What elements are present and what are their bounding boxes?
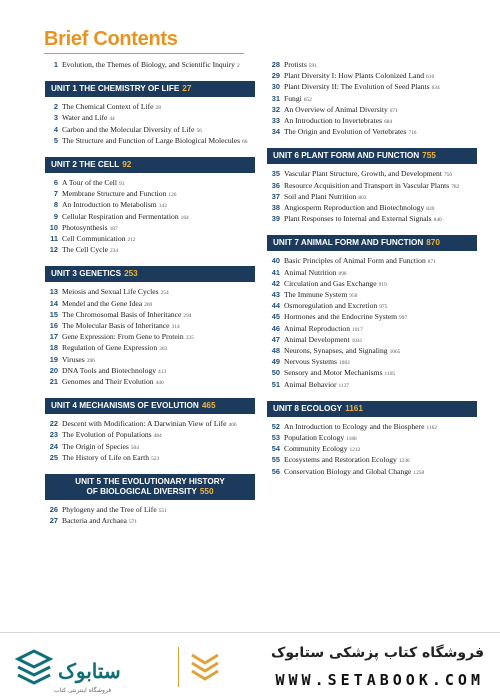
chapter-number: 25 — [49, 452, 58, 462]
chapter-title: Descent with Modification: A Darwinian View of Life — [62, 419, 227, 429]
chapter-entry[interactable] — [45, 125, 255, 136]
chapter-page: 269 — [144, 301, 153, 308]
chapter-page: 591 — [308, 63, 317, 69]
chapter-number: 37 — [271, 191, 280, 201]
chapter-page: 484 — [153, 433, 162, 440]
chapter-number: 53 — [271, 433, 280, 443]
chapter-title: Sensory and Motor Mechanisms — [284, 368, 383, 378]
chapter-page: 975 — [379, 304, 388, 311]
chapter-number: 44 — [271, 301, 280, 311]
chapter-number: 41 — [271, 267, 280, 277]
chapter-entry[interactable] — [267, 380, 477, 391]
chapter-page: 671 — [389, 107, 398, 114]
chapter-entry[interactable] — [267, 324, 477, 335]
chapter-title: DNA Tools and Biotechnology — [62, 365, 157, 375]
chapter-number: 14 — [49, 298, 58, 308]
unit-label: UNIT 2 THE CELL — [51, 160, 120, 170]
chapter-entry[interactable] — [267, 357, 477, 368]
unit-label: UNIT 3 GENETICS — [51, 269, 122, 279]
left-column — [45, 60, 255, 527]
chapter-title: Evolution, the Themes of Biology, and Scientific Inquiry — [62, 60, 235, 69]
chapter-page: 294 — [183, 312, 192, 319]
chapter-title: Neurons, Synapses, and Signaling — [284, 346, 388, 356]
unit-page: 550 — [199, 487, 214, 497]
chapter-page: 93 — [119, 181, 125, 188]
shop-name: فروشگاه کتاب پزشکی ستابوک — [271, 645, 484, 661]
chapter-entry[interactable] — [267, 455, 477, 466]
chapter-entry[interactable] — [45, 189, 255, 200]
chapter-title: The Immune System — [284, 290, 348, 300]
chapter-title: An Overview of Animal Diversity — [284, 104, 388, 114]
chapter-number: 29 — [271, 71, 280, 81]
chapter-entry[interactable] — [267, 279, 477, 290]
unit-header[interactable] — [45, 398, 255, 414]
chapter-page: 1105 — [384, 371, 396, 378]
chapter-number: 15 — [49, 309, 58, 319]
chapter-number: 2 — [53, 102, 58, 112]
chapter-page: 1162 — [426, 424, 438, 431]
chapter-number: 11 — [50, 234, 58, 244]
chapter-entry[interactable] — [45, 136, 255, 147]
unit-header[interactable] — [267, 235, 477, 251]
chapter-page: 1017 — [352, 326, 363, 333]
chapter-title: Cellular Respiration and Fermentation — [62, 211, 179, 221]
chapter-entry[interactable] — [267, 127, 477, 138]
unit-label-continued: OF BIOLOGICAL DIVERSITY — [86, 487, 197, 497]
chapter-page: 440 — [155, 380, 164, 387]
chapter-entry[interactable] — [267, 301, 477, 312]
chapter-number: 4 — [53, 124, 58, 134]
unit-label: UNIT 6 PLANT FORM AND FUNCTION — [273, 151, 420, 161]
unit-page: 27 — [182, 84, 192, 94]
chapter-number: 12 — [49, 245, 58, 255]
chapter-number: 9 — [53, 211, 58, 221]
chapter-page: 820 — [426, 206, 435, 213]
chapter-page: 234 — [109, 248, 119, 255]
chapter-entry[interactable] — [45, 505, 255, 516]
chapter-entry[interactable] — [45, 442, 255, 453]
chapter-entry[interactable] — [45, 287, 255, 298]
chapter-entry[interactable] — [45, 60, 255, 71]
chapter-number: 1 — [53, 60, 58, 69]
chapter-page: 1188 — [346, 436, 357, 443]
chapter-title: Cell Communication — [62, 234, 126, 244]
store-banner — [0, 632, 500, 700]
chapter-entry[interactable] — [45, 245, 255, 256]
chapter-number: 36 — [271, 180, 280, 190]
chapter-number: 40 — [271, 256, 280, 266]
chapter-number: 19 — [49, 354, 58, 364]
chapter-page: 212 — [127, 237, 136, 244]
chapter-entry[interactable] — [267, 422, 477, 433]
shop-url-link[interactable]: WWW.SETABOOK.COM — [275, 671, 484, 689]
chapter-number: 28 — [271, 60, 280, 69]
chapter-title: Animal Behavior — [284, 379, 337, 389]
chapter-title: Resource Acquisition and Transport in Vascular Plants — [284, 180, 450, 190]
right-column — [267, 60, 477, 478]
unit-label: UNIT 5 THE EVOLUTIONARY HISTORY — [75, 477, 225, 487]
chapter-number: 31 — [271, 93, 280, 103]
chapter-page: 396 — [86, 357, 95, 364]
unit-page: 92 — [122, 160, 132, 170]
chapter-number: 10 — [49, 222, 58, 232]
chapter-entry[interactable] — [267, 116, 477, 127]
chapter-page: 466 — [228, 422, 237, 429]
chapter-number: 51 — [271, 379, 280, 389]
chapter-title: Hormones and the Endocrine System — [284, 312, 398, 322]
chapter-entry[interactable] — [267, 444, 477, 455]
chapter-entry[interactable] — [45, 453, 255, 464]
chapter-number: 46 — [271, 323, 280, 333]
chapter-title: A Tour of the Cell — [62, 178, 118, 188]
chapter-entry[interactable] — [45, 299, 255, 310]
chapter-entry[interactable] — [45, 366, 255, 377]
chapter-title: Protists — [284, 60, 307, 69]
chapter-page: 254 — [160, 290, 169, 297]
chapter-number: 50 — [271, 368, 280, 378]
chapter-number: 42 — [271, 278, 280, 288]
chapter-number: 16 — [49, 321, 58, 331]
chapter-title: Membrane Structure and Function — [62, 189, 167, 199]
chapter-number: 21 — [49, 377, 58, 387]
chapter-entry[interactable] — [267, 105, 477, 116]
chapter-entry[interactable] — [267, 71, 477, 82]
chapter-page: 896 — [338, 270, 347, 277]
unit-page: 870 — [426, 238, 440, 248]
chapter-title: Basic Principles of Animal Form and Function — [284, 256, 426, 266]
chapter-page: 551 — [158, 508, 167, 515]
chapter-page: 616 — [426, 74, 435, 81]
unit-page: 1161 — [345, 403, 363, 413]
chapter-title: Plant Diversity I: How Plants Colonized Land — [284, 71, 425, 81]
chapter-page: 335 — [185, 335, 194, 342]
book-stack-icon — [14, 647, 54, 687]
chapter-page: 1083 — [338, 360, 350, 367]
chapter-entry[interactable] — [45, 178, 255, 189]
chapter-page: 997 — [399, 315, 408, 322]
logo-divider — [178, 647, 179, 687]
chapter-title: Gene Expression: From Gene to Protein — [62, 332, 184, 342]
chapter-title: Fungi — [284, 93, 302, 103]
chapter-number: 43 — [271, 290, 280, 300]
chapter-page: 1041 — [351, 337, 363, 344]
chapter-number: 34 — [271, 127, 280, 137]
unit-header[interactable] — [45, 157, 255, 173]
chapter-number: 18 — [49, 343, 58, 353]
chapter-title: The Cell Cycle — [62, 245, 108, 255]
chapter-page: 782 — [451, 183, 460, 190]
chapter-entry[interactable] — [267, 368, 477, 379]
unit-header[interactable] — [45, 474, 255, 500]
chapter-entry[interactable] — [45, 223, 255, 234]
chapter-title: Photosynthesis — [62, 222, 108, 232]
chapter-number: 26 — [49, 505, 58, 515]
unit-page: 253 — [124, 269, 138, 279]
chapter-page: 871 — [427, 259, 436, 266]
chapter-page: 66 — [242, 138, 248, 145]
chapter-entry[interactable] — [45, 310, 255, 321]
chapter-entry[interactable] — [267, 433, 477, 444]
title-rule — [44, 53, 244, 54]
chapter-title: The Chemical Context of Life — [62, 102, 154, 112]
chapter-entry[interactable] — [267, 346, 477, 357]
chapter-entry[interactable] — [267, 268, 477, 279]
chapter-page: 56 — [196, 127, 202, 134]
chapter-entry[interactable] — [267, 94, 477, 105]
chapter-number: 7 — [53, 189, 58, 199]
chapter-number: 13 — [49, 287, 58, 297]
chapter-title: The Origin and Evolution of Vertebrates — [284, 127, 407, 137]
chapter-title: The History of Life on Earth — [62, 452, 150, 462]
chapter-entry[interactable] — [45, 113, 255, 124]
chapter-entry[interactable] — [267, 214, 477, 225]
chapter-title: Population Ecology — [284, 433, 345, 443]
chapter-page: 1236 — [398, 458, 410, 465]
chapter-title: Soil and Plant Nutrition — [284, 191, 357, 201]
chapter-entry[interactable] — [45, 419, 255, 430]
chapter-entry[interactable] — [267, 60, 477, 71]
chapter-number: 30 — [271, 82, 280, 92]
chapter-page: 1212 — [349, 447, 361, 454]
chapter-entry[interactable] — [45, 343, 255, 354]
unit-header[interactable] — [45, 81, 255, 97]
chapter-page: 28 — [155, 105, 161, 112]
chapter-title: Carbon and the Molecular Diversity of Life — [62, 124, 195, 134]
chapter-page: 413 — [158, 368, 167, 375]
chapter-title: Vascular Plant Structure, Growth, and Development — [284, 169, 442, 179]
chapter-title: The Molecular Basis of Inheritance — [62, 321, 170, 331]
chapter-page: 143 — [158, 203, 167, 210]
chapter-number: 39 — [271, 214, 280, 224]
chapter-entry[interactable] — [267, 256, 477, 267]
chapter-entry[interactable] — [45, 212, 255, 223]
chapter-title: Water and Life — [62, 113, 108, 123]
chapter-number: 54 — [271, 444, 280, 454]
chapter-title: An Introduction to Invertebrates — [284, 116, 383, 126]
chapter-page: 840 — [433, 217, 442, 224]
page-title: Brief Contents — [44, 28, 178, 50]
chapter-entry[interactable] — [45, 200, 255, 211]
chapter-page: 1258 — [413, 469, 425, 476]
chapter-number: 48 — [271, 346, 280, 356]
chapter-entry[interactable] — [267, 169, 477, 180]
chapter-entry[interactable] — [267, 335, 477, 346]
chapter-title: An Introduction to Metabolism — [62, 200, 157, 210]
chapter-entry[interactable] — [267, 203, 477, 214]
chapter-entry[interactable] — [267, 312, 477, 323]
chapter-title: Osmoregulation and Excretion — [284, 301, 378, 311]
chapter-number: 23 — [49, 430, 58, 440]
chapter-title: Meiosis and Sexual Life Cycles — [62, 287, 159, 297]
chapter-number: 17 — [49, 332, 58, 342]
chevron-stack-icon — [190, 651, 220, 683]
chapter-title: The Origin of Species — [62, 441, 129, 451]
chapter-page: 716 — [408, 130, 417, 137]
chapter-page: 634 — [431, 85, 440, 92]
chapter-entry[interactable] — [45, 377, 255, 388]
chapter-entry[interactable] — [45, 321, 255, 332]
chapter-number: 33 — [271, 116, 280, 126]
chapter-title: The Structure and Function of Large Biological Molecules — [62, 135, 241, 145]
chapter-entry[interactable] — [45, 102, 255, 113]
chapter-number: 24 — [49, 441, 58, 451]
chapter-page: 523 — [151, 455, 160, 462]
chapter-title: Circulation and Gas Exchange — [284, 278, 377, 288]
unit-page: 755 — [422, 151, 436, 161]
chapter-number: 6 — [53, 178, 58, 188]
chapter-number: 20 — [49, 365, 58, 375]
unit-label: UNIT 1 THE CHEMISTRY OF LIFE — [51, 84, 180, 94]
chapter-number: 8 — [53, 200, 58, 210]
chapter-number: 35 — [271, 169, 280, 179]
chapter-number: 32 — [271, 104, 280, 114]
chapter-page: 44 — [109, 116, 115, 123]
unit-page: 465 — [201, 401, 216, 411]
chapter-title: Animal Development — [284, 334, 350, 344]
chapter-entry[interactable] — [267, 82, 477, 93]
chapter-page: 571 — [128, 519, 138, 526]
chapter-title: An Introduction to Ecology and the Biosphere — [284, 421, 425, 431]
chapter-page: 950 — [349, 293, 358, 300]
chapter-title: The Chromosomal Basis of Inheritance — [62, 309, 182, 319]
chapter-page: 1137 — [338, 382, 350, 389]
unit-label: UNIT 7 ANIMAL FORM AND FUNCTION — [273, 238, 424, 248]
chapter-title: Viruses — [62, 354, 85, 364]
chapter-entry[interactable] — [45, 516, 255, 527]
setabook-logo[interactable] — [14, 647, 164, 694]
unit-label: UNIT 8 ECOLOGY — [273, 403, 343, 413]
chapter-title: Community Ecology — [284, 444, 348, 454]
chapter-page: 314 — [171, 324, 180, 331]
unit-header[interactable] — [267, 401, 477, 417]
chapter-page: 756 — [443, 172, 453, 179]
chapter-number: 38 — [271, 203, 280, 213]
unit-header[interactable] — [45, 266, 255, 282]
chapter-title: Animal Nutrition — [284, 267, 337, 277]
chapter-title: Nervous Systems — [284, 357, 337, 367]
logo-wordmark: ستابوک — [58, 661, 121, 683]
chapter-title: Mendel and the Gene Idea — [62, 298, 143, 308]
chapter-page: 652 — [303, 96, 312, 103]
chapter-title: Conservation Biology and Global Change — [284, 466, 412, 476]
chapter-entry[interactable] — [45, 234, 255, 245]
chapter-number: 45 — [271, 312, 280, 322]
chapter-entry[interactable] — [45, 355, 255, 366]
chapter-title: Genomes and Their Evolution — [62, 377, 154, 387]
chapter-page: 363 — [159, 346, 168, 353]
chapter-number: 5 — [53, 135, 58, 145]
chapter-page: 919 — [378, 281, 387, 288]
chapter-number: 56 — [271, 466, 280, 476]
chapter-title: Bacteria and Archaea — [62, 516, 127, 526]
chapter-number: 3 — [53, 113, 58, 123]
chapter-entry[interactable] — [267, 467, 477, 478]
chapter-entry[interactable] — [45, 332, 255, 343]
chapter-title: Regulation of Gene Expression — [62, 343, 158, 353]
chapter-entry[interactable] — [267, 192, 477, 203]
chapter-page: 2 — [236, 63, 240, 69]
chapter-title: Angiosperm Reproduction and Biotechnology — [284, 203, 425, 213]
chapter-entry[interactable] — [45, 430, 255, 441]
chapter-page: 803 — [358, 194, 367, 201]
chapter-title: Phylogeny and the Tree of Life — [62, 505, 157, 515]
chapter-page: 126 — [168, 192, 177, 199]
chapter-title: The Evolution of Populations — [62, 430, 152, 440]
chapter-page: 1065 — [389, 349, 401, 356]
chapter-number: 49 — [271, 357, 280, 367]
chapter-page: 504 — [130, 444, 139, 451]
chapter-number: 27 — [49, 516, 58, 526]
chapter-title: Plant Diversity II: The Evolution of Seed Plants — [284, 82, 430, 92]
chapter-entry[interactable] — [267, 181, 477, 192]
chapter-number: 55 — [271, 455, 280, 465]
chapter-title: Plant Responses to Internal and External Signals — [284, 214, 432, 224]
chapter-number: 22 — [49, 419, 58, 429]
chapter-number: 52 — [271, 421, 280, 431]
chapter-title: Ecosystems and Restoration Ecology — [284, 455, 397, 465]
chapter-entry[interactable] — [267, 290, 477, 301]
unit-label: UNIT 4 MECHANISMS OF EVOLUTION — [51, 401, 199, 411]
chapter-page: 164 — [180, 214, 189, 221]
chapter-page: 187 — [109, 225, 118, 232]
chapter-page: 684 — [384, 119, 393, 126]
chapter-number: 47 — [271, 334, 280, 344]
unit-header[interactable] — [267, 148, 477, 164]
logo-subtitle: فروشگاه اینترنتی کتاب — [54, 687, 112, 694]
chapter-title: Animal Reproduction — [284, 323, 351, 333]
